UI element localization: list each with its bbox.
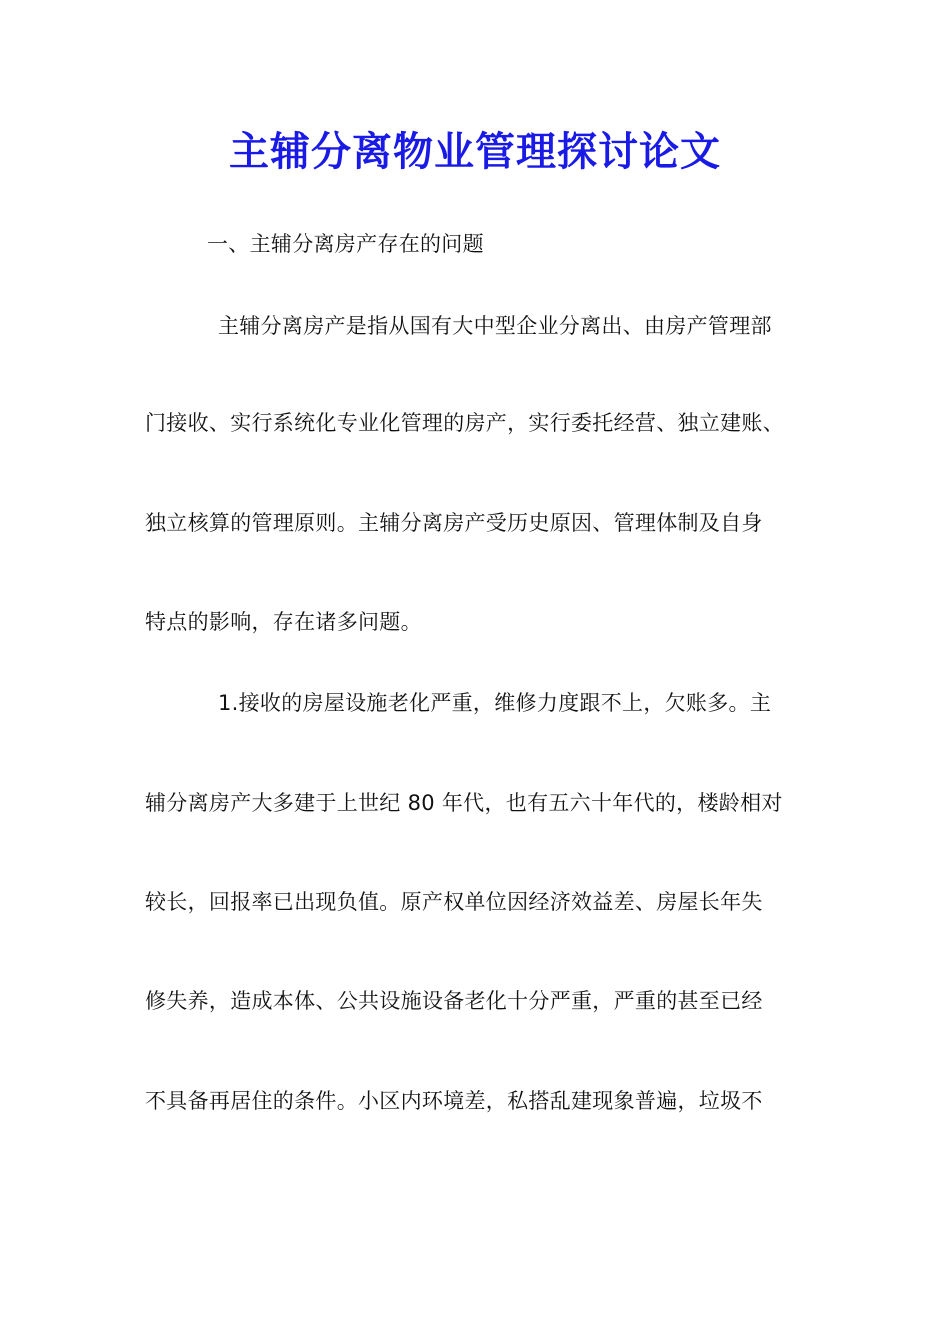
paragraph-1-line-3: 独立核算的管理原则。主辅分离房产受历史原因、管理体制及自身: [145, 511, 763, 535]
paragraph-2-line-2: 辅分离房产大多建于上世纪 80 年代，也有五六十年代的，楼龄相对: [145, 791, 783, 815]
paragraph-1-line-4: 特点的影响，存在诸多问题。: [145, 610, 422, 634]
paragraph-2-line-4: 修失养，造成本体、公共设施设备老化十分严重，严重的甚至已经: [145, 989, 763, 1013]
section-heading: 一、主辅分离房产存在的问题: [207, 232, 484, 256]
paragraph-2-line-5: 不具备再居住的条件。小区内环境差，私搭乱建现象普遍，垃圾不: [145, 1089, 763, 1113]
paragraph-2-line-3: 较长，回报率已出现负值。原产权单位因经济效益差、房屋长年失: [145, 890, 763, 914]
paragraph-2-line-1: 1.接收的房屋设施老化严重，维修力度跟不上，欠账多。主: [218, 691, 772, 715]
paragraph-1-line-1: 主辅分离房产是指从国有大中型企业分离出、由房产管理部: [218, 314, 772, 338]
paragraph-1-line-2: 门接收、实行系统化专业化管理的房产，实行委托经营、独立建账、: [145, 411, 784, 435]
document-title: 主辅分离物业管理探讨论文: [229, 128, 721, 175]
